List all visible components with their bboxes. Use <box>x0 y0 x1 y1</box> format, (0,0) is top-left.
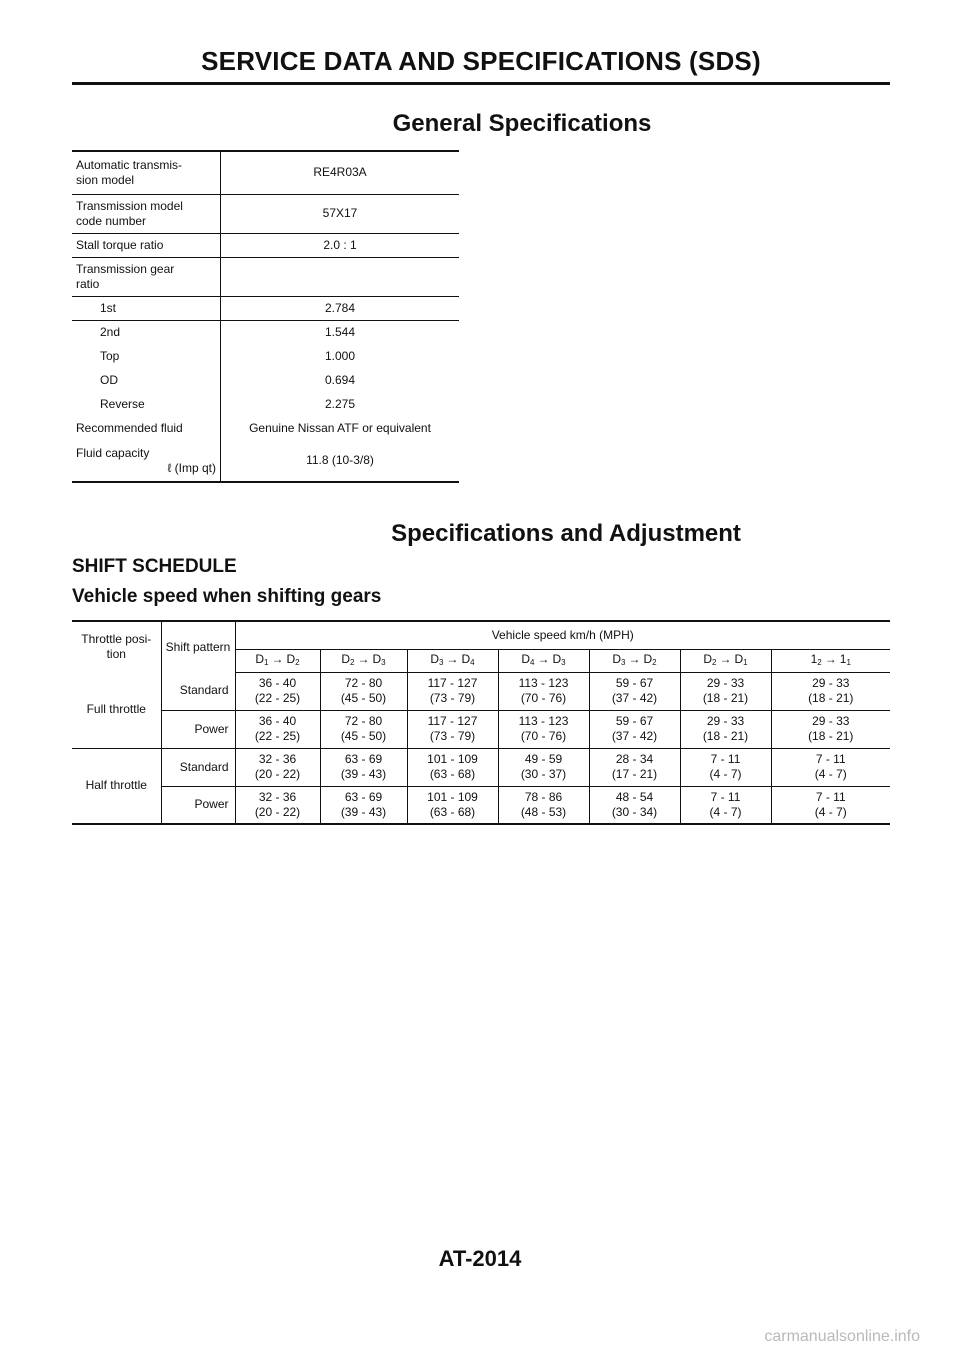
speed-cell: 29 - 33 (18 - 21) <box>680 672 771 710</box>
speed-cell: 49 - 59 (30 - 37) <box>498 748 589 786</box>
spec-row-code <box>72 194 459 233</box>
general-specifications-table <box>72 150 459 483</box>
shift-pattern-cell: Power <box>161 710 235 748</box>
spec-value: 2.0 : 1 <box>221 233 460 257</box>
speed-cell: 59 - 67 (37 - 42) <box>589 710 680 748</box>
spec-value: 57X17 <box>221 194 460 233</box>
watermark: carmanualsonline.info <box>764 1328 920 1345</box>
spec-value: 1.544 <box>221 320 460 344</box>
capacity-unit: ℓ (Imp qt) <box>167 460 216 475</box>
spec-label: Transmission gear ratio <box>72 257 221 296</box>
header-rule <box>72 82 890 85</box>
throttle-position-cell: Full throttle <box>72 672 161 748</box>
spec-label: 2nd <box>100 324 121 339</box>
speed-cell: 7 - 11 (4 - 7) <box>680 786 771 824</box>
spec-row-od <box>72 368 459 392</box>
page-number: AT-2014 <box>438 1246 522 1271</box>
shift-pattern-cell: Standard <box>161 672 235 710</box>
shift-pattern-header: Shift pattern <box>161 621 235 672</box>
spec-row-gear-ratio <box>72 257 459 296</box>
spec-row-model <box>72 151 459 194</box>
speed-cell: 32 - 36 (20 - 22) <box>235 786 320 824</box>
shift-schedule-table <box>72 620 890 825</box>
speed-cell: 29 - 33 (18 - 21) <box>680 710 771 748</box>
speed-cell: 113 - 123 (70 - 76) <box>498 672 589 710</box>
specifications-adjustment-heading: Specifications and Adjustment <box>391 520 741 547</box>
speed-cell: 48 - 54 (30 - 34) <box>589 786 680 824</box>
spec-value: 2.784 <box>221 296 460 320</box>
shift-label: $D_1 \to D_2$ <box>235 649 320 672</box>
spec-row-fluid <box>72 416 459 440</box>
throttle-position-cell: Half throttle <box>72 748 161 824</box>
spec-value: Genuine Nissan ATF or equivalent <box>221 416 460 440</box>
table-row <box>72 672 890 710</box>
speed-cell: 63 - 69 (39 - 43) <box>320 748 407 786</box>
spec-value: 2.275 <box>221 392 460 416</box>
speed-cell: 63 - 69 (39 - 43) <box>320 786 407 824</box>
speed-cell: 29 - 33 (18 - 21) <box>771 672 890 710</box>
spec-row-2nd <box>72 320 459 344</box>
speed-cell: 7 - 11 (4 - 7) <box>771 786 890 824</box>
speed-cell: 36 - 40 (22 - 25) <box>235 710 320 748</box>
shift-pattern-cell: Power <box>161 786 235 824</box>
vehicle-speed-header: Vehicle speed km/h (MPH) <box>235 621 890 649</box>
spec-row-top <box>72 344 459 368</box>
table-row <box>72 786 890 824</box>
speed-cell: 28 - 34 (17 - 21) <box>589 748 680 786</box>
speed-cell: 72 - 80 (45 - 50) <box>320 710 407 748</box>
shift-label: $D_3 \to D_2$ <box>589 649 680 672</box>
spec-label: Reverse <box>100 396 145 411</box>
page-header-title: SERVICE DATA AND SPECIFICATIONS (SDS) <box>201 46 761 76</box>
speed-cell: 117 - 127 (73 - 79) <box>407 710 498 748</box>
spec-row-capacity <box>72 440 459 482</box>
spec-value: RE4R03A <box>221 151 460 194</box>
speed-cell: 78 - 86 (48 - 53) <box>498 786 589 824</box>
spec-row-stall <box>72 233 459 257</box>
vehicle-speed-heading: Vehicle speed when shifting gears <box>72 586 382 607</box>
spec-row-1st <box>72 296 459 320</box>
throttle-position-header: Throttle posi- tion <box>81 632 152 661</box>
shift-label: $D_2 \to D_1$ <box>680 649 771 672</box>
shift-label: $D_3 \to D_4$ <box>407 649 498 672</box>
shift-label: $D_4 \to D_3$ <box>498 649 589 672</box>
spec-value: 11.8 (10-3/8) <box>221 440 460 482</box>
spec-value-empty <box>221 257 460 296</box>
speed-cell: 113 - 123 (70 - 76) <box>498 710 589 748</box>
spec-label: 1st <box>72 296 221 320</box>
speed-cell: 7 - 11 (4 - 7) <box>680 748 771 786</box>
shift-label: $1_2 \to 1_1$ <box>771 649 890 672</box>
shift-label: $D_2 \to D_3$ <box>320 649 407 672</box>
spec-label: Stall torque ratio <box>72 233 221 257</box>
spec-label: Fluid capacity ℓ (Imp qt) <box>76 445 216 475</box>
spec-label: Top <box>100 348 120 363</box>
speed-cell: 59 - 67 (37 - 42) <box>589 672 680 710</box>
speed-cell: 117 - 127 (73 - 79) <box>407 672 498 710</box>
spec-label: Recommended fluid <box>76 420 183 435</box>
spec-label: OD <box>100 372 118 387</box>
speed-cell: 36 - 40 (22 - 25) <box>235 672 320 710</box>
spec-label: Transmission model code number <box>72 194 221 233</box>
speed-cell: 29 - 33 (18 - 21) <box>771 710 890 748</box>
spec-value: 0.694 <box>221 368 460 392</box>
speed-cell: 32 - 36 (20 - 22) <box>235 748 320 786</box>
general-specifications-heading: General Specifications <box>392 110 652 137</box>
speed-cell: 101 - 109 (63 - 68) <box>407 786 498 824</box>
shift-pattern-cell: Standard <box>161 748 235 786</box>
shift-schedule-heading: SHIFT SCHEDULE <box>72 556 237 577</box>
spec-row-reverse <box>72 392 459 416</box>
table-row <box>72 710 890 748</box>
table-header-row <box>72 621 890 649</box>
speed-cell: 7 - 11 (4 - 7) <box>771 748 890 786</box>
spec-label: Automatic transmis- sion model <box>72 151 221 194</box>
spec-value: 1.000 <box>221 344 460 368</box>
table-row <box>72 748 890 786</box>
speed-cell: 101 - 109 (63 - 68) <box>407 748 498 786</box>
speed-cell: 72 - 80 (45 - 50) <box>320 672 407 710</box>
